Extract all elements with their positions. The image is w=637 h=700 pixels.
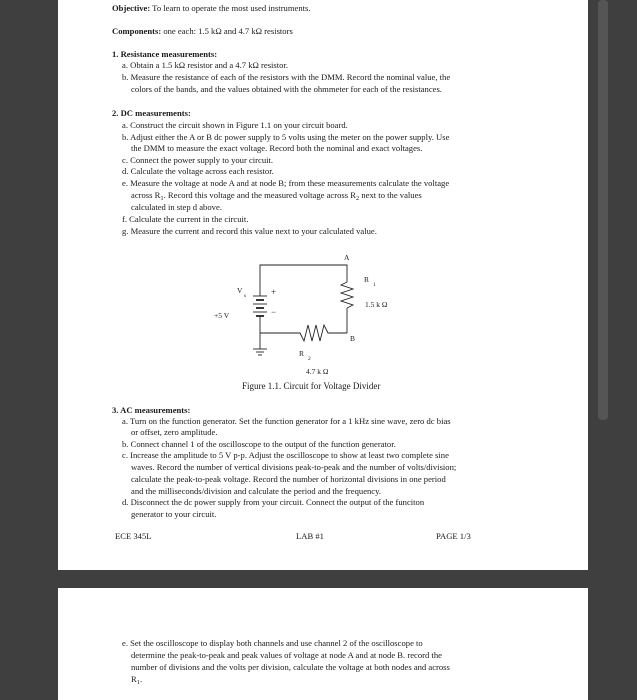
- page-2-item-e-line4: [131, 674, 142, 688]
- page-2-item-e-line3: number of divisions and the volts per division, calculate the voltage at both nodes and across: [131, 662, 450, 672]
- page-2-item-e-line2: determine the peak-to-peak and peak values of voltage at node A and at node B. record the: [131, 650, 442, 660]
- footer-lab: LAB #1: [296, 531, 324, 541]
- section-3-item-d-line2: generator to your circuit.: [131, 509, 217, 519]
- e4-sub: 1: [136, 679, 140, 686]
- section-1-item-b-line2: colors of the bands, and the values obtained with the ohmmeter for each of the resistances.: [131, 84, 442, 94]
- r2-value: 4.7 k Ω: [306, 367, 329, 376]
- e2-text-b: . Record this voltage and the measured voltage across R: [163, 190, 356, 200]
- section-3-item-a-line1: a. Turn on the function generator. Set the function generator for a 1 kHz sine wave, zero dc bias: [122, 416, 451, 426]
- e2-sub-2: 2: [355, 195, 360, 202]
- section-2-item-e-line3: calculated in step d above.: [131, 202, 222, 212]
- section-2-item-a: a. Construct the circuit shown in Figure 1.1 on your circuit board.: [122, 120, 348, 130]
- r2-resistor: [260, 325, 347, 341]
- scrollbar[interactable]: [598, 0, 608, 420]
- e4-text-a: R: [131, 674, 137, 684]
- section-3-item-d-line1: d. Disconnect the dc power supply from your circuit. Connect the output of the funciton: [122, 497, 425, 507]
- section-2-item-b-line1: b. Adjust either the A or B dc power supply to 5 volts using the meter on the power supply. Use: [122, 132, 450, 142]
- node-a-label: A: [344, 253, 350, 262]
- e4-text-b: .: [139, 674, 143, 684]
- r1-letter: R: [364, 275, 370, 284]
- page-2-item-e-line1: e. Set the oscilloscope to display both channels and use channel 2 of the oscilloscope to: [122, 638, 423, 648]
- section-2-item-f: f. Calculate the current in the circuit.: [122, 214, 249, 224]
- section-3-title: 3. AC measurements:: [112, 405, 191, 415]
- objective-label: Objective:: [112, 3, 151, 13]
- plus-sign: +: [271, 287, 277, 297]
- section-2-item-c: c. Connect the power supply to your circuit.: [122, 155, 274, 165]
- objective-line: [112, 3, 311, 14]
- r1-subscript: 1: [373, 282, 376, 288]
- components-label: Components:: [112, 26, 162, 36]
- r2-subscript: 2: [308, 356, 311, 362]
- r1-value: 1.5 k Ω: [365, 300, 388, 309]
- section-2-item-d: d. Calculate the voltage across each resistor.: [122, 166, 274, 176]
- section-3-item-a-line2: or offset, zero amplitude.: [131, 427, 218, 437]
- r2-letter: R: [299, 349, 305, 358]
- e2-sub-1: 1: [160, 195, 164, 202]
- vs-letter: V: [237, 286, 243, 295]
- circuit-diagram: [198, 248, 458, 383]
- components-text: one each: 1.5 kΩ and 4.7 kΩ resistors: [161, 26, 293, 36]
- components-line: [112, 26, 293, 37]
- section-2-item-e-line1: e. Measure the voltage at node A and at node B; from these measurements calculate the voltage: [122, 178, 450, 188]
- section-3-item-c-line3: calculate the peak-to-peak voltage. Record the number of horizontal divisions in one period: [131, 474, 446, 484]
- e2-text-a: across R: [131, 190, 161, 200]
- node-b-label: B: [350, 334, 356, 343]
- footer-page: PAGE 1/3: [436, 531, 471, 541]
- vs-subscript: s: [244, 293, 247, 299]
- section-3-item-c-line2: waves. Record the number of vertical divisions peak-to-peak and the number of volts/division;: [131, 462, 457, 472]
- section-1-title: 1. Resistance measurements:: [112, 49, 218, 59]
- objective-text: To learn to operate the most used instruments.: [150, 3, 311, 13]
- section-2-item-g: g. Measure the current and record this value next to your calculated value.: [122, 226, 377, 236]
- section-3-item-b: b. Connect channel 1 of the oscilloscope to the output of the function generator.: [122, 439, 396, 449]
- section-2-item-b-line2: the DMM to measure the exact voltage. Record both the nominal and exact voltages.: [131, 143, 423, 153]
- document-page-1: [58, 0, 588, 570]
- section-3-item-c-line4: and the milliseconds/division and calculate the period and the frequency.: [131, 486, 382, 496]
- e2-text-c: next to the values: [359, 190, 422, 200]
- vs-value: +5 V: [214, 311, 230, 320]
- section-1-item-b-line1: b. Measure the resistance of each of the resistors with the DMM. Record the nominal value, the: [122, 72, 451, 82]
- minus-sign: −: [271, 307, 277, 317]
- footer-course: ECE 345L: [115, 531, 152, 541]
- section-3-item-c-line1: c. Increase the amplitude to 5 V p-p. Adjust the oscilloscope to show at least two complete sine: [122, 450, 449, 460]
- r1-resistor: [341, 282, 353, 308]
- document-page-2: [58, 588, 588, 700]
- section-2-title: 2. DC measurements:: [112, 108, 191, 118]
- section-1-item-a: a. Obtain a 1.5 kΩ resistor and a 4.7 kΩ resistor.: [122, 60, 288, 70]
- figure-caption: Figure 1.1. Circuit for Voltage Divider: [242, 381, 381, 391]
